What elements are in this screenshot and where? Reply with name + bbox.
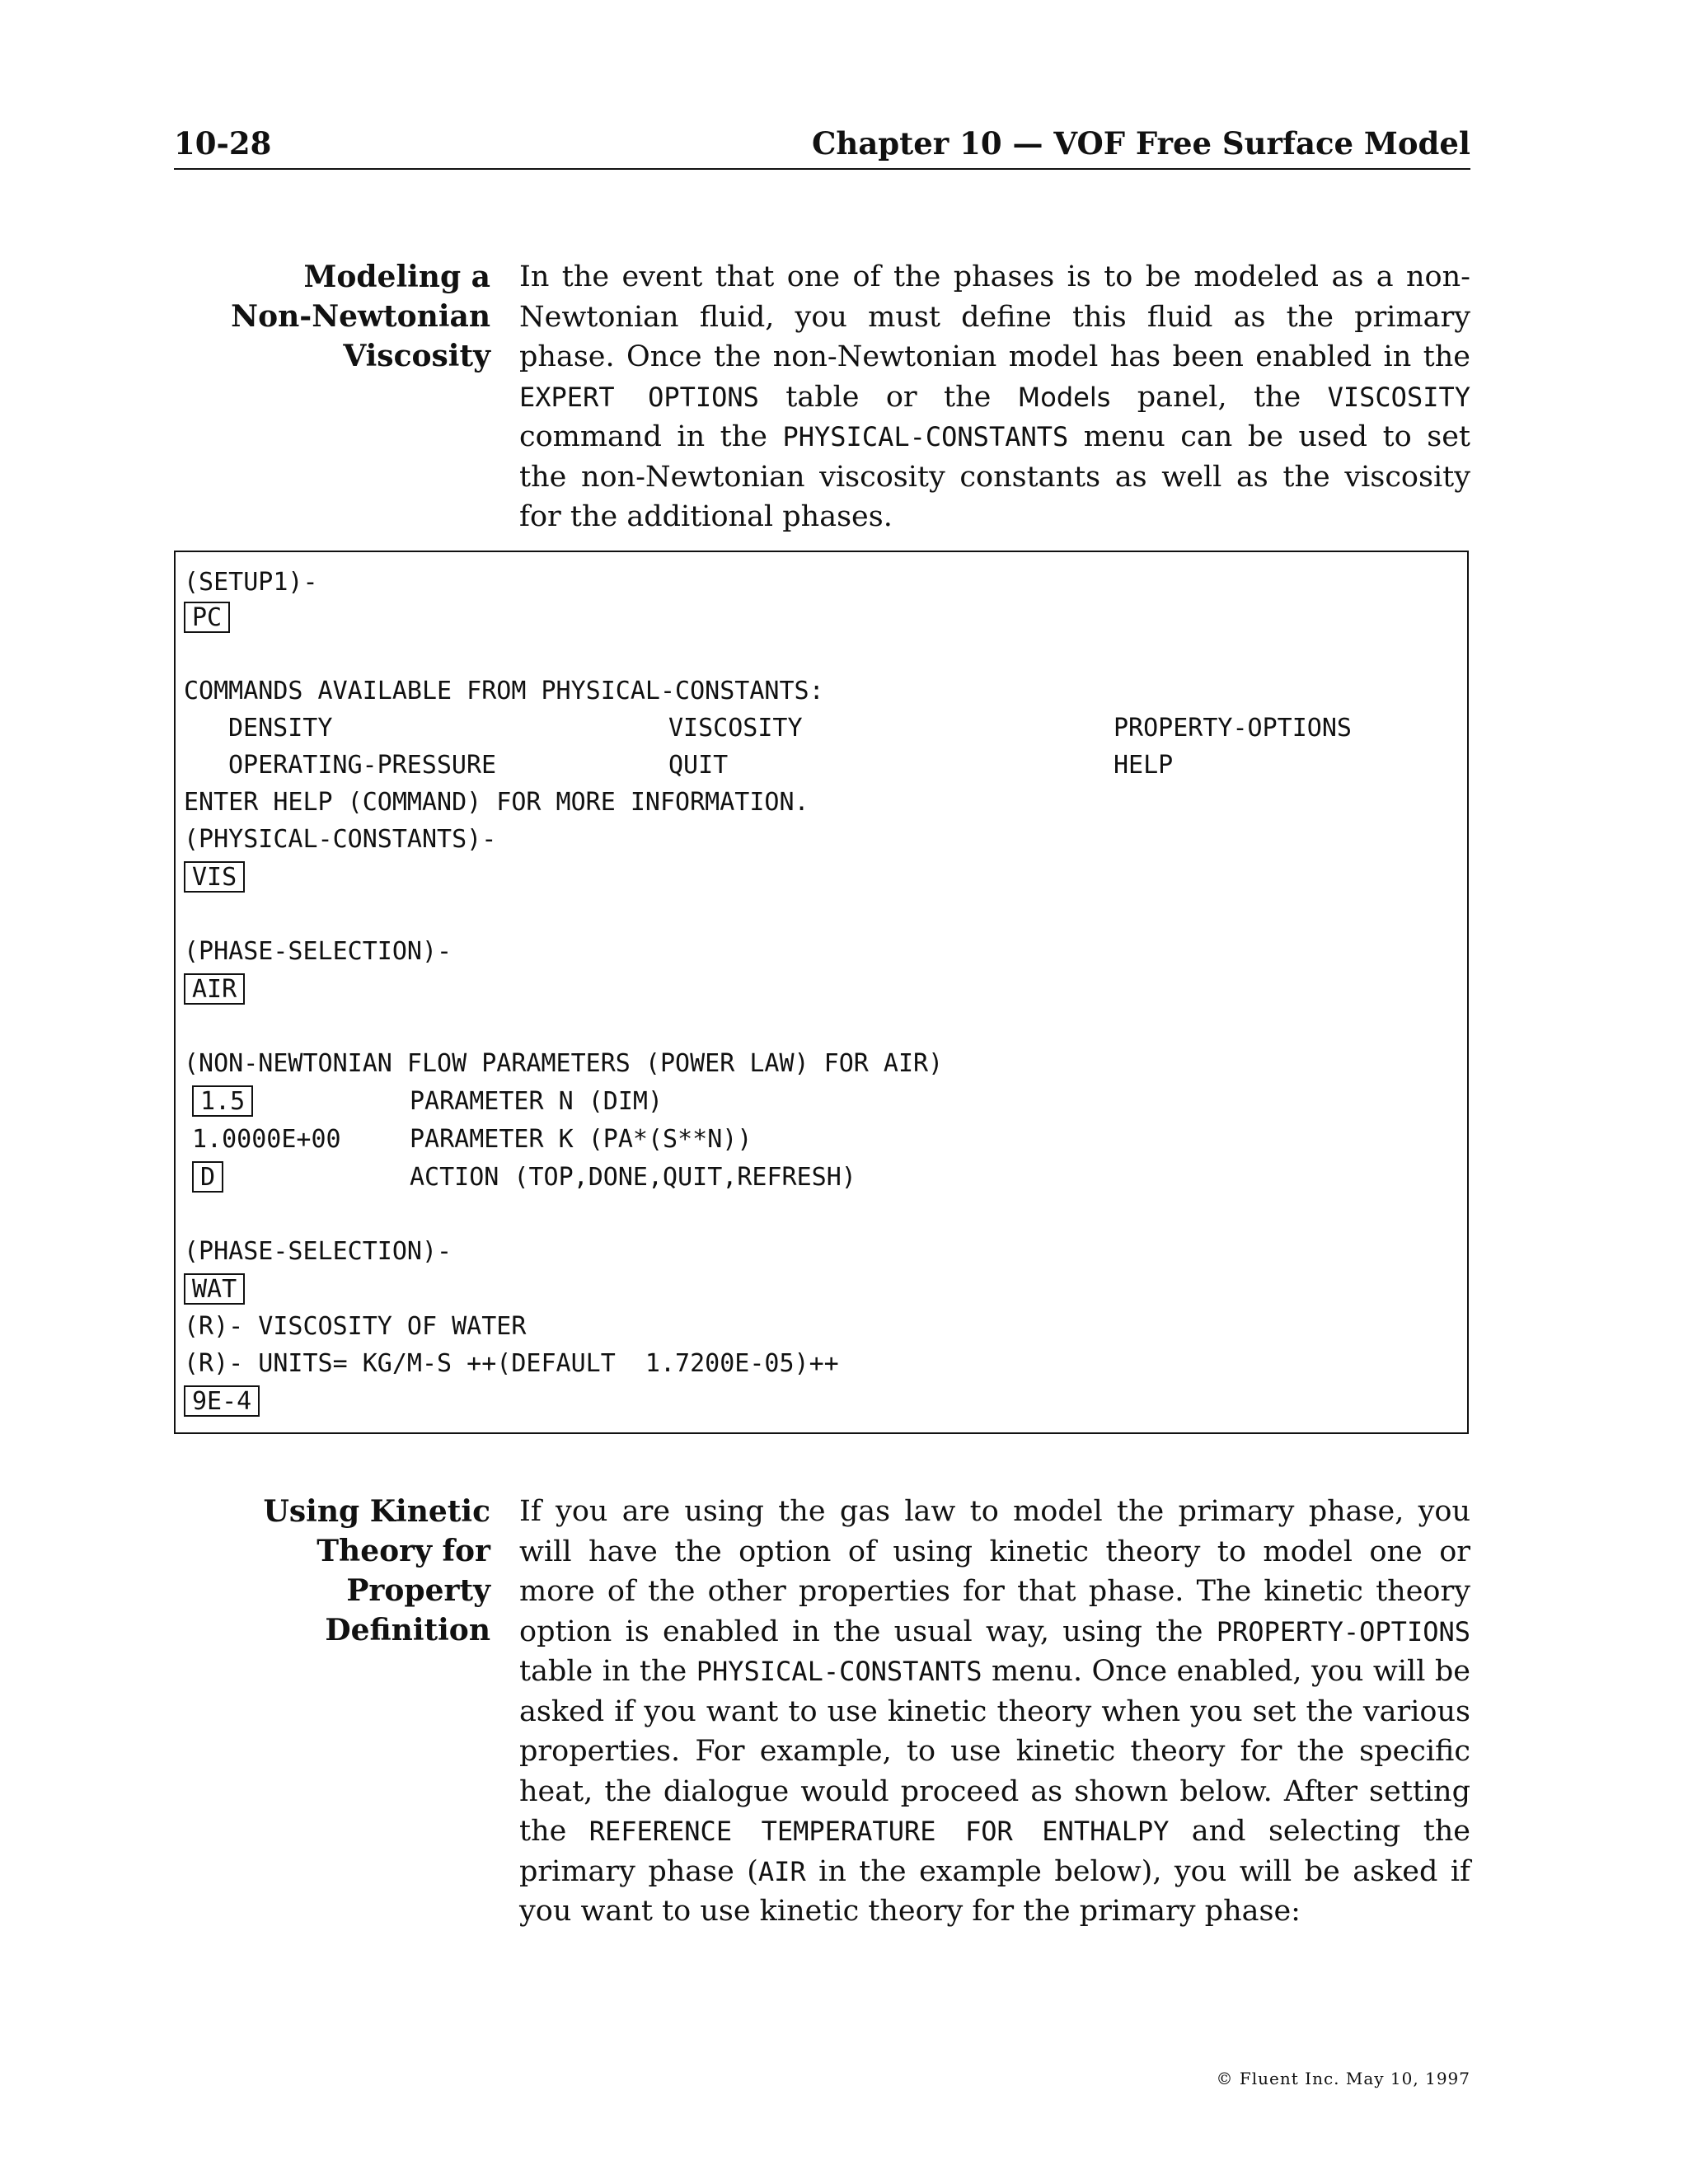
- console-line: PARAMETER K (PA*(S**N)): [410, 1125, 753, 1154]
- section-heading-kinetic-theory: Using Kinetic Theory for Property Definition: [263, 1494, 490, 1647]
- console-line: PARAMETER N (DIM): [410, 1087, 663, 1116]
- command-operating-pressure: OPERATING-PRESSURE: [228, 751, 497, 780]
- console-line: (SETUP1)-: [184, 568, 318, 597]
- section-heading-non-newtonian: Modeling a Non-Newtonian Viscosity: [231, 260, 490, 373]
- console-line: (PHYSICAL-CONSTANTS)-: [184, 825, 497, 854]
- page-number: 10-28: [174, 125, 272, 162]
- command-quit: QUIT: [668, 751, 729, 780]
- command-help: HELP: [1114, 751, 1174, 780]
- console-input: D: [192, 1161, 223, 1193]
- page-header: [174, 125, 1470, 170]
- console-line: ENTER HELP (COMMAND) FOR MORE INFORMATION.: [184, 788, 809, 817]
- console-input: PC: [184, 602, 230, 633]
- footer-copyright: © Fluent Inc. May 10, 1997: [1216, 2069, 1470, 2088]
- console-line: (R)- UNITS= KG/M-S ++(DEFAULT 1.7200E-05)++: [184, 1349, 839, 1378]
- console-transcript: [174, 551, 1469, 1434]
- console-input: VIS: [184, 861, 245, 893]
- paragraph-kinetic-theory: If you are using the gas law to model the primary phase, you will have the option of using kinetic theory to model one or more of the other properties for that phase. The kinetic theory option is enabled in the usual way, using the PROPERTY-OPTIONS table in the PHYSICAL-CONSTANTS menu. Once enabled, you will be asked if you want to use kinetic theory when you set the various properties. For example, to use kinetic theory for the specific heat, the dialogue would proceed as shown below. After setting the REFERENCE TEMPERATURE FOR ENTHALPY and selecting the primary phase (AIR in the example below), you will be asked if you want to use kinetic theory for the primary phase:: [519, 1495, 1471, 1928]
- paragraph-non-newtonian: In the event that one of the phases is to be modeled as a non-Newtonian fluid, you must define this fluid as the primary phase. Once the non-Newtonian model has been enabled in the EXPERT OPTIONS table or the Models panel, the VISCOSITY command in the PHYSICAL-CONSTANTS menu can be used to set the non-Newtonian viscosity constants as well as the viscosity for the additional phases.: [519, 260, 1470, 533]
- console-value: 1.0000E+00: [192, 1125, 341, 1154]
- command-density: DENSITY: [228, 714, 333, 743]
- console-line: (PHASE-SELECTION)-: [184, 937, 452, 966]
- console-line: (R)- VISCOSITY OF WATER: [184, 1312, 527, 1341]
- command-viscosity: VISCOSITY: [668, 714, 803, 743]
- console-line: (PHASE-SELECTION)-: [184, 1237, 452, 1266]
- chapter-title: Chapter 10 — VOF Free Surface Model: [811, 125, 1470, 162]
- console-line: ACTION (TOP,DONE,QUIT,REFRESH): [410, 1163, 856, 1192]
- command-property-options: PROPERTY-OPTIONS: [1114, 714, 1352, 743]
- console-input: 9E-4: [184, 1385, 260, 1417]
- console-line: COMMANDS AVAILABLE FROM PHYSICAL-CONSTANTS:: [184, 677, 824, 705]
- console-input: AIR: [184, 973, 245, 1005]
- console-line: (NON-NEWTONIAN FLOW PARAMETERS (POWER LAW) FOR AIR): [184, 1049, 944, 1078]
- console-input: WAT: [184, 1273, 245, 1305]
- console-input: 1.5: [192, 1085, 253, 1117]
